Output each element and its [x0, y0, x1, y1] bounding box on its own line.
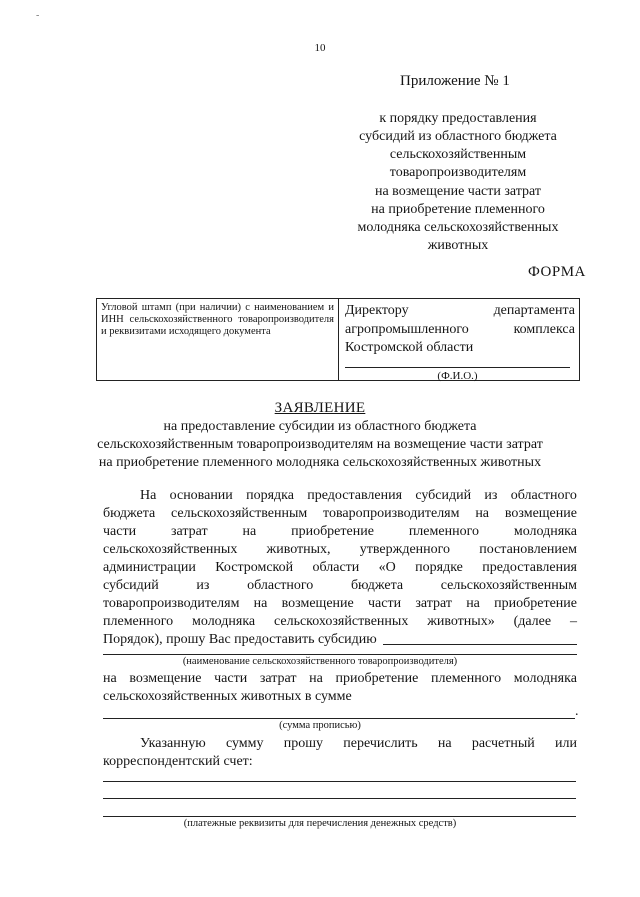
word: молодняка: [513, 671, 577, 686]
word: Костромской: [215, 560, 294, 575]
producer-blank-line: [103, 654, 577, 655]
word: части: [214, 671, 248, 686]
word: приобретение: [335, 671, 419, 686]
word: предоставления: [482, 560, 577, 575]
word: затрат: [170, 524, 208, 539]
word: товаропроизводителям: [323, 506, 460, 521]
word: бюджета: [350, 578, 404, 593]
appendix-line: молодняка сельскохозяйственных: [357, 220, 559, 235]
body-line: [140, 488, 577, 504]
word: порядке: [415, 560, 463, 575]
word: на: [437, 736, 452, 751]
word: части: [103, 524, 137, 539]
word: товаропроизводителям: [103, 596, 240, 611]
body-line: [103, 754, 577, 770]
addressee-word: агропромышленного: [345, 322, 469, 337]
word: племенного: [103, 614, 174, 629]
word: сельскохозяйственных: [103, 542, 238, 557]
word: на: [103, 671, 117, 686]
application-subtitle-line: на предоставление субсидии из областного бюджета: [163, 419, 477, 434]
word: животных,: [266, 542, 331, 557]
word: приобретение: [291, 524, 374, 539]
word: области: [312, 560, 360, 575]
appendix-line: сельскохозяйственным: [389, 147, 527, 162]
addressee-word: комплекса: [513, 322, 575, 337]
word: молодняка: [192, 614, 256, 629]
producer-caption: (наименование сельскохозяйственного товаропроизводителя): [182, 656, 458, 667]
payment-blank-line: [103, 781, 576, 782]
word: животных»: [427, 614, 495, 629]
word: из: [196, 578, 210, 593]
word: –: [569, 614, 577, 629]
word: перечислить: [343, 736, 418, 751]
word: на: [242, 524, 257, 539]
word: постановлением: [479, 542, 577, 557]
word: «О: [378, 560, 396, 575]
addressee-line: [345, 338, 575, 358]
application-subtitle-line: сельскохозяйственным товаропроизводителям на возмещение части затрат: [97, 437, 543, 452]
word: областного: [247, 578, 314, 593]
word: сельскохозяйственным: [171, 506, 308, 521]
word: утвержденного: [359, 542, 451, 557]
page-number: 10: [314, 42, 326, 54]
body-text: сельскохозяйственных животных в сумме: [103, 689, 352, 704]
appendix-line: на приобретение племенного: [371, 202, 545, 217]
word: приобретение: [494, 596, 577, 611]
stamp-placeholder-text: Угловой штамп (при наличии) с наименованием и ИНН сельскохозяйственного товаропроизводителя и реквизитами исходящего документа: [101, 302, 334, 337]
corner-mark: -: [36, 10, 40, 21]
word: субсидий: [415, 488, 472, 503]
body-line: [103, 506, 577, 522]
payment-blank-line: [103, 798, 576, 799]
fio-blank-line: [345, 367, 570, 368]
word: возмещение: [504, 506, 577, 521]
addressee-word: Директору: [345, 303, 409, 318]
word: возмещение: [281, 596, 354, 611]
word: порядка: [246, 488, 294, 503]
body-line: [103, 614, 577, 630]
word: субсидий: [103, 578, 159, 593]
word: сумму: [225, 736, 264, 751]
body-line: [140, 736, 577, 752]
sum-caption: (сумма прописью): [279, 720, 361, 731]
word: областного: [510, 488, 577, 503]
payment-caption: (платежные реквизиты для перечисления денежных средств): [183, 818, 457, 829]
word: основании: [169, 488, 233, 503]
word: на: [466, 596, 480, 611]
word: сельскохозяйственных: [274, 614, 409, 629]
word: расчетный: [471, 736, 535, 751]
appendix-title: Приложение № 1: [400, 73, 510, 89]
word: или: [555, 736, 577, 751]
body-text: корреспондентский счет:: [103, 754, 253, 769]
word: администрации: [103, 560, 196, 575]
header-table-divider: [338, 298, 339, 381]
word: бюджета: [103, 506, 156, 521]
word: предоставления: [307, 488, 403, 503]
addressee-word: департамента: [493, 303, 575, 318]
appendix-line: на возмещение части затрат: [374, 184, 542, 199]
application-title: ЗАЯВЛЕНИЕ: [274, 400, 366, 416]
body-line: [103, 578, 577, 594]
addressee-line: [345, 301, 575, 321]
word: племенного: [431, 671, 502, 686]
word: сельскохозяйственным: [440, 578, 577, 593]
body-line: [103, 596, 577, 612]
sum-blank-line: [103, 718, 575, 719]
body-line: [103, 632, 577, 648]
appendix-line: товаропроизводителям: [389, 165, 527, 180]
word: из: [484, 488, 498, 503]
word: Указанную: [140, 736, 206, 751]
form-label: ФОРМА: [528, 264, 586, 280]
body-line: [103, 560, 577, 576]
body-line: [103, 542, 577, 558]
word: на: [253, 596, 268, 611]
word: возмещение: [129, 671, 202, 686]
word: на: [475, 506, 490, 521]
appendix-line: субсидий из областного бюджета: [359, 129, 557, 144]
word: на: [309, 671, 323, 686]
body-line: [103, 671, 577, 687]
sum-end-dot: .: [575, 704, 579, 719]
addressee-line: [345, 320, 575, 340]
word: молодняка: [513, 524, 577, 539]
body-line: [103, 689, 577, 705]
application-subtitle-line: на приобретение племенного молодняка сельскохозяйственных животных: [98, 455, 542, 470]
payment-blank-line: [103, 816, 576, 817]
appendix-line: к порядку предоставления: [379, 111, 537, 126]
word: (далее: [513, 614, 552, 629]
subsidy-blank-line: [383, 632, 577, 645]
body-text: Порядок), прошу Вас предоставить субсидию: [103, 632, 377, 647]
word: прошу: [283, 736, 324, 751]
body-line: [103, 524, 577, 540]
word: На: [140, 488, 157, 503]
word: части: [367, 596, 402, 611]
appendix-line: животных: [427, 238, 489, 253]
fio-caption: (Ф.И.О.): [437, 370, 478, 382]
addressee-word: Костромской области: [345, 340, 474, 355]
word: племенного: [408, 524, 479, 539]
word: затрат: [415, 596, 452, 611]
word: затрат: [259, 671, 297, 686]
